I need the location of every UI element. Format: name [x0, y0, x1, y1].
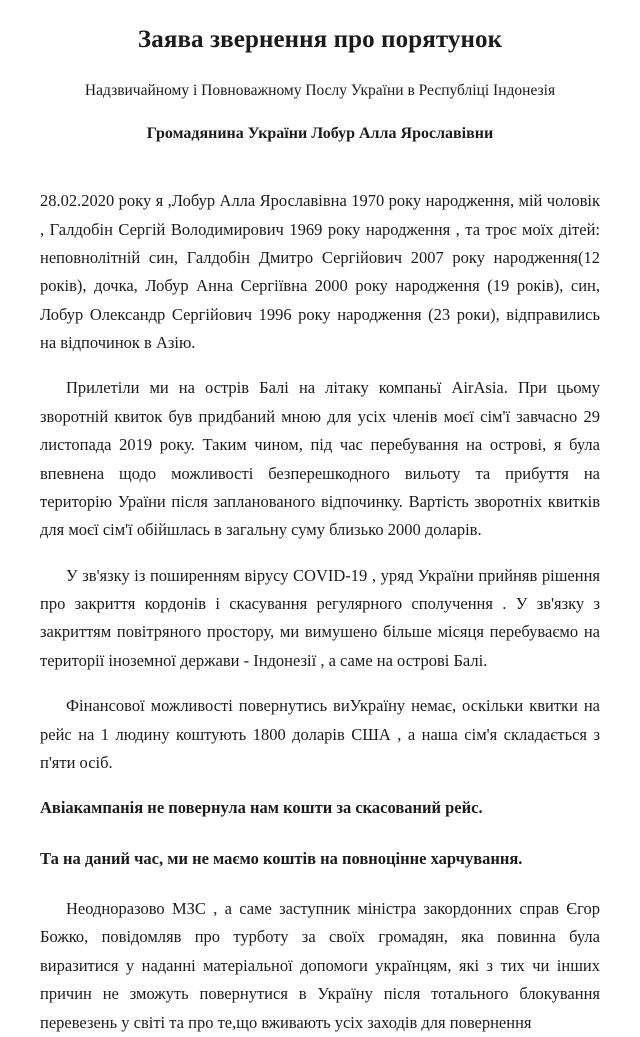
- document-body: [40, 187, 600, 1037]
- page-title: Заява звернення про порятунок: [137, 26, 503, 53]
- applicant-line: Громадянина України Лобур Алла Ярославівни: [146, 125, 494, 143]
- paragraph-emphasis: Авіакампанія не повернула нам кошти за скасований рейс.: [40, 798, 483, 818]
- addressee-line: Надзвичайному і Повноважному Послу України в Республіці Індонезія: [84, 82, 556, 100]
- paragraph: 28.02.2020 року я ,Лобур Алла Ярославівна 1970 року народження, мій чоловік , Галдобін Сергій Володимирович 1969 року народження , та троє моїх дітей: неповнолітній син, Галдобін Дмитро Сергійович 2007 року народження(12 років), дочка, Лобур Анна Сергіївна 2000 року народження (19 років), син, Лобур Олександр Сергійович 1996 року народження (23 роки), відправились на відпочинок в Азію.: [40, 191, 600, 353]
- paragraph: У зв'язку із поширенням вірусу COVID-19 , уряд України прийняв рішення про закриття кордонів і скасування регулярного сполучення . У зв'язку з закриттям повітряного простору, ми вимушено більше місяця перебуваємо на території іноземної держави - Індонезії , а саме на острові Балі.: [40, 565, 600, 670]
- paragraph-emphasis: Та на даний час, ми не маємо коштів на повноцінне харчування.: [40, 848, 523, 868]
- paragraph: Прилетіли ми на острів Балі на літаку компаньї AirAsia. При цьому зворотній квиток був придбаний мною для усіх членів моєї сім'ї завчасно 29 листопада 2019 року. Таким чином, під час перебування на острові, я була впевнена щодо можливості безперешкодного вильоту та прибуття на територію Ураїни після запланованого відпочинку. Вартість зворотніх квитків для моєї сім'ї обійшлась в загальну суму близько 2000 доларів.: [40, 378, 600, 540]
- paragraph: Фінансової можливості повернутись виУкраїну немає, оскільки квитки на рейс на 1 людину коштують 1800 доларів США , а наша сім'я складається з п'яти осіб.: [40, 696, 600, 772]
- paragraph: Неодноразово МЗС , а саме заступник міністра закордонних справ Єгор Божко, повідомляв про турботу за своїх громадян, яка повинна була виразитися у наданні матеріальної допомоги українцям, які з тих чи інших причин не зможуть повернутися в Україну після тотального блокування перевезень у світі та про те,що вживають усіх заходів для повернення: [40, 899, 600, 1032]
